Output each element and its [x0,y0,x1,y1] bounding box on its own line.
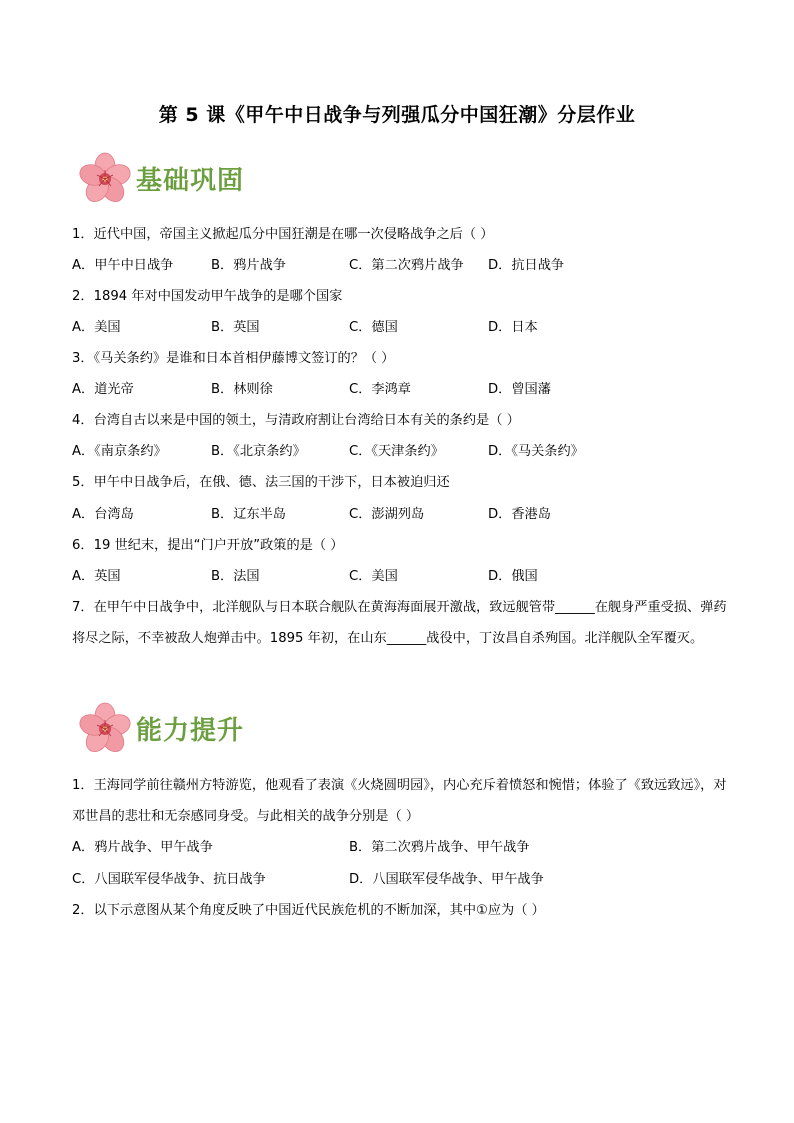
option-c[interactable]: C．美国 [349,569,398,584]
option-a[interactable]: A．甲午中日战争 [72,258,174,273]
section-header-basic [74,150,334,210]
question-options [72,256,732,276]
question-stem: 5．甲午中日战争后，在俄、德、法三国的干涉下，日本被迫归还 [72,475,450,490]
option-c[interactable]: C．德国 [349,320,398,335]
option-b[interactable]: B．法国 [211,569,260,584]
option-b[interactable]: B．第二次鸦片战争、甲午战争 [349,840,530,855]
question-options [72,838,732,858]
option-d[interactable]: D．抗日战争 [488,258,565,273]
question-options [72,380,732,400]
question-stem: 6．19 世纪末，提出“门户开放”政策的是（ ） [72,538,344,553]
question-options [72,318,732,338]
option-b[interactable]: B．林则徐 [211,382,273,397]
question-fill-blank: 7．在甲午中日战争中，北洋舰队与日本联合舰队在黄海海面展开激战，致远舰管带______在舰身严重受损、弹药将尽之际，不幸被敌人炮弹击中。1895 年初，在山东______战役中，丁汝昌自杀殉国。北洋舰队全军覆灭。 [72,600,727,646]
option-a[interactable]: A．美国 [72,320,121,335]
question-options [72,870,732,890]
option-a[interactable]: A．鸦片战争、甲午战争 [72,840,213,855]
question-options [72,567,732,587]
option-d[interactable]: D．俄国 [488,569,538,584]
option-c[interactable]: C．第二次鸦片战争 [349,258,464,273]
plum-blossom-icon [74,700,136,758]
question-options [72,505,732,525]
question-stem: 1．王海同学前往赣州方特游览，他观看了表演《火烧圆明园》，内心充斥着愤怒和惋惜；体验了《致远致远》，对邓世昌的悲壮和无奈感同身受。与此相关的战争分别是（ ） [72,778,727,824]
question-stem: 2．1894 年对中国发动甲午战争的是哪个国家 [72,289,343,304]
page-title: 第 5 课《甲午中日战争与列强瓜分中国狂潮》分层作业 [158,104,636,126]
option-d[interactable]: D．日本 [488,320,538,335]
section-title-advanced: 能力提升 [136,716,245,746]
option-d[interactable]: D．曾国藩 [488,382,551,397]
option-c[interactable]: C．李鸿章 [349,382,411,397]
option-c[interactable]: C．《天津条约》 [349,444,444,459]
option-b[interactable]: B．鸦片战争 [211,258,286,273]
option-c[interactable]: C．澎湖列岛 [349,507,425,522]
question-options [72,442,732,462]
option-d[interactable]: D．八国联军侵华战争、甲午战争 [349,872,544,887]
question-stem: 1．近代中国，帝国主义掀起瓜分中国狂潮是在哪一次侵略战争之后（ ） [72,227,494,242]
option-c[interactable]: C．八国联军侵华战争、抗日战争 [72,872,266,887]
question-stem: 2．以下示意图从某个角度反映了中国近代民族危机的不断加深，其中①应为（ ） [72,903,545,918]
question-stem: 3．《马关条约》是谁和日本首相伊藤博文签订的？（ ） [72,351,395,366]
option-a[interactable]: A．道光帝 [72,382,134,397]
section-title-basic: 基础巩固 [136,166,245,196]
option-d[interactable]: D．香港岛 [488,507,551,522]
option-b[interactable]: B．《北京条约》 [211,444,306,459]
option-a[interactable]: A．英国 [72,569,121,584]
question-stem: 4．台湾自古以来是中国的领土，与清政府割让台湾给日本有关的条约是（ ） [72,413,520,428]
option-b[interactable]: B．英国 [211,320,260,335]
option-d[interactable]: D．《马关条约》 [488,444,584,459]
plum-blossom-icon [74,150,136,208]
option-a[interactable]: A．《南京条约》 [72,444,167,459]
option-b[interactable]: B．辽东半岛 [211,507,286,522]
option-a[interactable]: A．台湾岛 [72,507,134,522]
section-header-advanced [74,700,334,760]
